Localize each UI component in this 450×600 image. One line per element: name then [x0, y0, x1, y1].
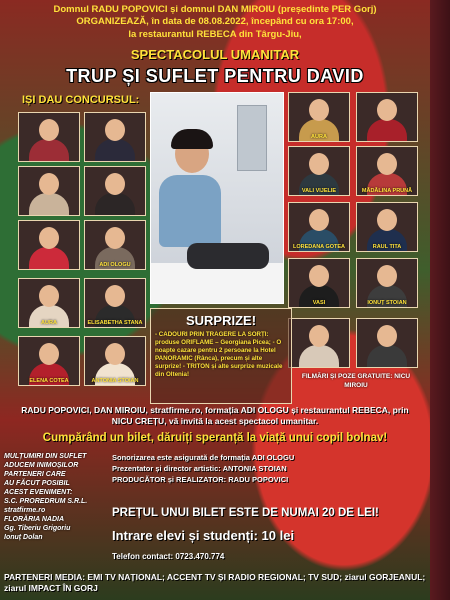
performer-body: [29, 247, 69, 270]
performer-card: [84, 112, 146, 162]
performer-card: [356, 92, 418, 142]
performer-card: [18, 336, 80, 386]
surprize-box: [150, 308, 292, 404]
performer-card: [84, 166, 146, 216]
performer-card: [18, 166, 80, 216]
surprize-text: - CADOURI PRIN TRAGERE LA SORȚI: produse ORIFLAME – Georgiana Picea; - O noapte cazare pentru 2 persoane la Hotel PANORAMIC (Rânca), precum și alte surprize! - TRITON și alte surprize muzicale din Oltenia!: [155, 331, 283, 378]
performer-body: [95, 139, 135, 162]
performer-body: [29, 139, 69, 162]
performer-card: [288, 92, 350, 142]
performer-body: [29, 193, 69, 216]
performer-name: VASI: [312, 300, 326, 306]
organizer-info: [112, 452, 422, 485]
iv-rack: [237, 105, 267, 171]
performer-face: [39, 285, 59, 307]
poster-title: TRUP ȘI SUFLET PENTRU DAVID: [66, 66, 364, 86]
performer-face: [105, 343, 125, 365]
performer-card: [84, 220, 146, 270]
performer-name: AURA: [311, 134, 327, 140]
slogan: Cumpărând un bilet, dăruiți speranță la viață unui copil bolnav!: [42, 432, 388, 444]
performer-name: MĂDĂLINA PRUNĂ: [361, 188, 413, 194]
performer-face: [377, 325, 397, 347]
performer-name: ANTONIA STOIAN: [91, 378, 139, 384]
performer-face: [39, 119, 59, 141]
filmari-text: FILMĂRI ȘI POZE GRATUITE: NICU MIROIU: [301, 373, 411, 389]
performer-name: IONUȚ STOIAN: [367, 300, 407, 306]
performer-card: [18, 278, 80, 328]
performer-card: [84, 336, 146, 386]
performer-face: [39, 227, 59, 249]
student-price: Intrare elevi și studenți: 10 lei: [112, 528, 295, 543]
performer-name: ELISABETHA STANA: [87, 320, 143, 326]
performer-face: [105, 173, 125, 195]
performer-body: [367, 345, 407, 368]
performer-card: [288, 146, 350, 196]
performer-face: [377, 209, 397, 231]
performer-face: [309, 325, 329, 347]
performer-face: [105, 285, 125, 307]
performer-card: [288, 258, 350, 308]
header-line-1: Domnul RADU POPOVICI și domnul DAN MIROIU (președinte PER Gorj) ORGANIZEAZĂ, în data de 08.08.2022, începând cu ora 17:00,: [53, 4, 377, 27]
performer-face: [309, 209, 329, 231]
thanks-column: MULȚUMIRI DIN SUFLET ADUCEM INIMOȘILOR PARTENERI CARE AU FĂCUT POSIBIL ACEST EVENIMENT: S.C. PROREDRUM S.R.L. stratfirme.ro FLORĂRIA NADIA Gg. Tiberiu Grigoriu Ionuț Dolan: [4, 453, 88, 541]
performer-face: [39, 173, 59, 195]
performer-card: [356, 146, 418, 196]
performer-face: [105, 227, 125, 249]
boy-shirt: [159, 175, 221, 247]
credits-text: RADU POPOVICI, DAN MIROIU, stratfirme.ro, formația ADI OLOGU și restaurantul REBECA, prin NICU CREȚU, vă invită la acest spectacol umanitar.: [21, 405, 409, 426]
performer-card: [288, 318, 350, 368]
performer-card: [356, 258, 418, 308]
boy-hair: [171, 129, 213, 149]
performer-card: [356, 202, 418, 252]
performer-name: ELENA COTEA: [29, 378, 69, 384]
ticket-price: PREȚUL UNUI BILET ESTE DE NUMAI 20 DE LEI!: [112, 507, 379, 519]
background-edge: [430, 0, 450, 600]
performer-card: [84, 278, 146, 328]
performer-card: [356, 318, 418, 368]
performer-face: [309, 99, 329, 121]
performer-body: [299, 345, 339, 368]
performer-face: [377, 99, 397, 121]
performer-name: LOREDANA GOTEA: [292, 244, 346, 250]
concurs-label: IȘI DAU CONCURSUL:: [22, 94, 140, 106]
sonorizare-text: Sonorizarea este asigurată de formația ADI OLOGU: [112, 453, 295, 462]
performer-card: [18, 220, 80, 270]
performer-face: [377, 153, 397, 175]
main-photo-david: [150, 92, 284, 304]
performer-name: VALI VIJELIE: [301, 188, 337, 194]
performer-face: [309, 265, 329, 287]
contact-phone: Telefon contact: 0723.470.774: [112, 552, 225, 561]
boy-pants: [187, 243, 269, 269]
prezentator-text: Prezentator și director artistic: ANTONIA STOIAN: [112, 464, 287, 473]
performer-face: [309, 153, 329, 175]
performer-body: [367, 119, 407, 142]
bed: [151, 263, 283, 303]
performer-name: ADI OLOGU: [99, 262, 131, 268]
performer-face: [39, 343, 59, 365]
performer-name: RAUL TITA: [372, 244, 402, 250]
performer-body: [95, 193, 135, 216]
producator-text: PRODUCĂTOR și REALIZATOR: RADU POPOVICI: [112, 475, 289, 484]
surprize-title: SURPRIZE!: [185, 313, 257, 328]
performer-card: [288, 202, 350, 252]
performer-card: [18, 112, 80, 162]
header-subtitle: SPECTACOLUL UMANITAR: [130, 47, 300, 62]
performer-name: AURA: [41, 320, 57, 326]
performer-face: [377, 265, 397, 287]
header-line-3: la restaurantul REBECA din Târgu-Jiu,: [128, 29, 302, 40]
media-partners: PARTENERI MEDIA: EMI TV NAȚIONAL; ACCENT TV ȘI RADIO REGIONAL; TV SUD; ziarul GORJEANUL; ziarul IMPACT ÎN GORJ: [4, 572, 426, 593]
performer-face: [105, 119, 125, 141]
